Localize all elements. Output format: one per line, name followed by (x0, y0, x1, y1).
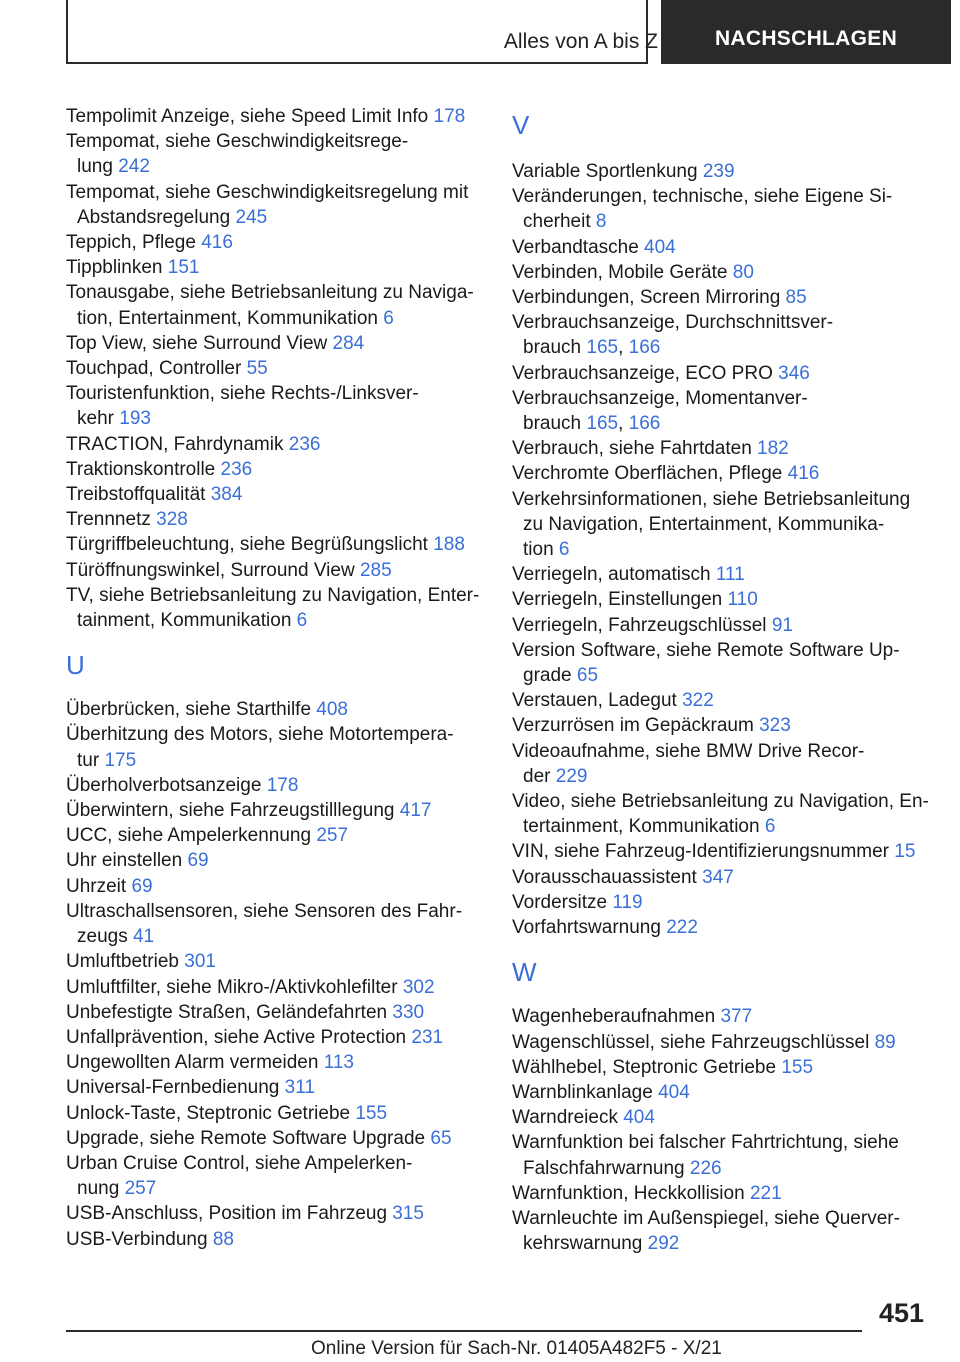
index-entry-text: Warnleuchte im Außenspiegel, siehe Querver- (512, 1207, 900, 1229)
index-entry (512, 638, 932, 688)
page-reference-link[interactable]: 404 (644, 236, 676, 258)
page-reference-link[interactable]: 322 (682, 690, 714, 712)
page-reference-link[interactable]: 178 (266, 774, 299, 796)
index-entry-text: Überhitzung des Motors, siehe Motortempera- (66, 724, 454, 746)
online-version-note: Online Version für Sach-Nr. 01405A482F5 - X/21 (311, 1338, 722, 1359)
page-reference-link[interactable]: 65 (576, 665, 599, 687)
page-reference-link[interactable]: 15 (894, 841, 916, 863)
index-entry (512, 1130, 932, 1180)
index-entry (512, 487, 932, 563)
page-reference-link[interactable]: 151 (167, 257, 200, 279)
page-reference-link[interactable]: 182 (757, 438, 789, 460)
page-reference-link[interactable]: 231 (411, 1026, 444, 1048)
index-entry-text: Türöffnungswinkel, Surround View (66, 559, 355, 581)
index-entry-text: Teppich, Pflege (66, 232, 196, 254)
index-entry (512, 184, 932, 234)
index-entry-text: Urban Cruise Control, siehe Ampelerken- (66, 1152, 413, 1174)
page-reference-link[interactable]: 416 (787, 463, 820, 485)
index-entry-text: Uhr einstellen (66, 850, 183, 872)
page-reference-link[interactable]: 69 (187, 850, 209, 872)
index-entry-text: TRACTION, Fahrdynamik (66, 433, 284, 455)
index-entry (512, 159, 932, 184)
page-reference-link[interactable]: 91 (771, 614, 793, 636)
page-reference-link[interactable]: 222 (666, 917, 698, 939)
page-reference-link[interactable]: 193 (119, 408, 151, 430)
index-entry-text: Tonausgabe, siehe Betriebsanleitung zu Naviga- (66, 282, 474, 304)
index-entry-text: brauch (523, 413, 582, 435)
page-reference-link[interactable]: 346 (778, 362, 810, 384)
index-entry-text: Tempomat, siehe Geschwindigkeitsrege- (66, 131, 409, 153)
index-column-left (66, 104, 486, 1252)
page-reference-link[interactable]: 302 (402, 976, 435, 998)
index-entry-text: Überwintern, siehe Fahrzeugstilllegung (66, 800, 395, 822)
index-entry-text: zu Navigation, Entertainment, Kommunika- (523, 513, 885, 535)
index-entry (66, 583, 486, 633)
page-reference-link[interactable]: 65 (430, 1127, 452, 1149)
page-reference-link[interactable]: 155 (781, 1056, 814, 1078)
index-entry-text: Falschfahrwarnung (523, 1157, 685, 1179)
index-entry (66, 1227, 486, 1252)
index-entry-text: brauch (523, 337, 582, 359)
index-entry (512, 260, 932, 285)
page-reference-link[interactable]: 175 (104, 749, 137, 771)
index-entry (66, 1151, 486, 1201)
page-reference-link[interactable]: 69 (131, 875, 153, 897)
index-entry (66, 432, 486, 457)
page-reference-link[interactable]: 6 (296, 610, 308, 632)
index-entry-text: grade (523, 665, 572, 687)
index-entry (66, 874, 486, 899)
index-entry-text: Videoaufnahme, siehe BMW Drive Recor- (512, 740, 865, 762)
page-reference-link[interactable]: 113 (323, 1052, 354, 1074)
index-entry-text: Verstauen, Ladegut (512, 690, 677, 712)
index-letter-heading: U (66, 650, 85, 681)
index-entry-text: Überbrücken, siehe Starthilfe (66, 699, 312, 721)
index-entry-text: nung (77, 1178, 120, 1200)
index-entry-text: Variable Sportlenkung (512, 161, 698, 182)
index-entry-text: Verbrauchsanzeige, Momentanver- (512, 387, 808, 409)
index-entry (512, 1181, 932, 1206)
page-reference-link[interactable]: 257 (124, 1178, 157, 1200)
page-reference-link[interactable]: 347 (702, 866, 734, 888)
index-entry (512, 1030, 932, 1055)
page-reference-link[interactable]: 384 (210, 484, 243, 506)
index-entry (66, 722, 486, 772)
index-entry-text: Verbandtasche (512, 236, 639, 258)
index-entry: Verbrauchsanzeige, Durchschnittsver- brauch 165, 166 (512, 312, 834, 359)
index-entry-text: Tippblinken (66, 257, 163, 279)
index-entry-text: Verchromte Oberflächen, Pflege (512, 463, 783, 485)
index-entry (66, 104, 486, 129)
page-reference-link[interactable]: 239 (702, 161, 735, 182)
index-entry-text: tertainment, Kommunikation (523, 816, 760, 838)
index-entry (512, 688, 932, 713)
index-entry (512, 587, 932, 612)
index-entry-text: lung (77, 156, 113, 178)
page-reference-link[interactable]: 111 (715, 564, 745, 586)
index-entry-text: Video, siehe Betriebsanleitung zu Navigation, En- (512, 791, 929, 813)
index-entry (512, 461, 932, 486)
page-reference-link[interactable]: 6 (383, 307, 394, 329)
index-entry (66, 949, 486, 974)
index-entry-text: Touristenfunktion, siehe Rechts-/Linksver- (66, 383, 419, 405)
index-entry-text: Verbrauch, siehe Fahrtdaten (512, 438, 752, 460)
page-reference-link[interactable]: 301 (184, 951, 216, 973)
index-entry (512, 1004, 932, 1029)
index-entry (66, 558, 486, 583)
index-entry (512, 285, 932, 310)
index-entry-text: Uhrzeit (66, 875, 127, 897)
index-entry-text: tion (523, 539, 554, 561)
header-rule-left (66, 0, 68, 64)
page-reference-link[interactable]: 328 (156, 509, 188, 531)
index-entry-text: kehr (77, 408, 114, 430)
index-entry-text: Warnfunktion bei falscher Fahrtrichtung, siehe (512, 1132, 899, 1154)
page-reference-link[interactable]: 178 (433, 106, 466, 127)
index-entry (512, 839, 932, 864)
page-reference-link[interactable]: 166 (628, 413, 661, 435)
page-reference-link[interactable]: 55 (246, 358, 268, 380)
index-entry-text: Upgrade, siehe Remote Software Upgrade (66, 1127, 426, 1149)
index-entry-text: Unbefestigte Straßen, Geländefahrten (66, 1001, 388, 1023)
index-entry (66, 280, 486, 330)
page-reference-link[interactable]: 257 (316, 825, 349, 847)
page-reference-link[interactable]: 284 (332, 332, 365, 354)
page-reference-link[interactable]: 88 (212, 1228, 234, 1250)
page-reference-link[interactable]: 229 (555, 765, 588, 787)
chapter-tab-label: NACHSCHLAGEN (714, 27, 898, 50)
index-entry-text: Warnblinkanlage (512, 1081, 653, 1103)
page-reference-link[interactable]: 404 (658, 1081, 690, 1103)
index-column-right (512, 104, 932, 1256)
page-reference-link[interactable]: 155 (355, 1102, 388, 1124)
index-entry (512, 361, 932, 386)
page-reference-link[interactable]: 311 (284, 1077, 315, 1099)
header-rule-bottom (66, 62, 648, 64)
page-reference-link[interactable]: 165 (586, 337, 619, 359)
index-entry-text: Verzurrösen im Gepäckraum (512, 715, 754, 737)
page-reference-link[interactable]: 245 (235, 206, 268, 228)
page-reference-link[interactable]: 80 (732, 261, 754, 283)
index-entry (512, 235, 932, 260)
index-letter-heading: W (512, 957, 537, 988)
index-entry (66, 697, 486, 722)
index-entry (66, 255, 486, 280)
page-reference-link[interactable]: 416 (201, 232, 233, 254)
chapter-tab (661, 0, 951, 64)
index-entry-text: Tempomat, siehe Geschwindigkeitsregelung mit (66, 181, 469, 203)
index-entry-text: Unfallprävention, siehe Active Protection (66, 1026, 407, 1048)
page-number: 451 (878, 1298, 924, 1328)
index-entry-text: Ungewollten Alarm vermeiden (66, 1052, 319, 1074)
index-entry (512, 915, 932, 940)
page-reference-link[interactable]: 41 (132, 926, 155, 948)
index-entry (66, 975, 486, 1000)
index-entry-text: VIN, siehe Fahrzeug-Identifizierungsnummer (512, 841, 890, 863)
page-reference-link[interactable]: 315 (392, 1203, 424, 1225)
index-entry (66, 356, 486, 381)
index-entry-text: Universal-Fernbedienung (66, 1077, 280, 1099)
page-reference-link[interactable]: 188 (433, 534, 465, 556)
page-reference-link[interactable]: 323 (759, 715, 791, 737)
index-entry-text: Verbindungen, Screen Mirroring (512, 287, 781, 309)
index-entry-text: Top View, siehe Surround View (66, 332, 328, 354)
index-entry-text: Vorfahrtswarnung (512, 917, 661, 939)
index-entry (66, 331, 486, 356)
index-entry (512, 613, 932, 638)
index-entry-text: Verbrauchsanzeige, ECO PRO (512, 362, 773, 384)
index-entry (512, 1080, 932, 1105)
index-entry-text: der (523, 765, 551, 787)
page-reference-link[interactable]: 85 (785, 287, 807, 309)
index-entry-text: Abstandsregelung (77, 206, 231, 228)
index-entry (66, 230, 486, 255)
index-entry-text: zeugs (77, 926, 128, 948)
index-entry (66, 1201, 486, 1226)
page-reference-link[interactable]: 236 (288, 433, 321, 455)
index-entry (512, 1105, 932, 1130)
index-entry-text: Trennnetz (66, 509, 151, 531)
index-entry-text: Traktionskontrolle (66, 458, 216, 480)
page-reference-link[interactable]: 89 (874, 1031, 896, 1053)
index-entry-text: Treibstoffqualität (66, 484, 206, 506)
index-entry (512, 739, 932, 789)
page-reference-link[interactable]: 165 (586, 413, 619, 435)
index-entry-text: tur (77, 749, 100, 771)
index-entry (66, 848, 486, 873)
page-reference-link[interactable]: 242 (118, 156, 150, 178)
section-title: Alles von A bis Z (503, 30, 658, 53)
index-letter-heading: V (512, 110, 530, 140)
index-entry (512, 562, 932, 587)
page-reference-link[interactable]: 417 (399, 800, 432, 822)
index-entry (512, 1206, 932, 1256)
index-entry-text: Wagenheberaufnahmen (512, 1006, 716, 1028)
index-entry (66, 381, 486, 431)
index-entry (66, 1075, 486, 1100)
index-entry-text: Version Software, siehe Remote Software Up- (512, 639, 900, 661)
index-entry-text: USB-Verbindung (66, 1228, 208, 1250)
index-entry-text: Ultraschallsensoren, siehe Sensoren des Fahr- (66, 900, 463, 922)
index-entry-text: Warndreieck (512, 1107, 618, 1129)
index-entry-text: Umluftbetrieb (66, 951, 179, 973)
index-entry (66, 507, 486, 532)
index-entry (512, 713, 932, 738)
index-entry-text: Verbrauchsanzeige, Durchschnittsver- (512, 312, 834, 334)
index-entry (66, 899, 486, 949)
index-entry-text: Unlock-Taste, Steptronic Getriebe (66, 1102, 351, 1124)
page-reference-link[interactable]: 285 (359, 559, 392, 581)
index-entry-text: Verriegeln, Fahrzeugschlüssel (512, 614, 767, 636)
page-reference-link[interactable]: 6 (558, 539, 570, 561)
page-reference-link[interactable]: 6 (764, 816, 776, 838)
index-entry-text: Verriegeln, Einstellungen (512, 589, 723, 611)
index-entry-text: Umluftfilter, siehe Mikro-/Aktivkohlefilter (66, 976, 398, 998)
page-reference-link[interactable]: 8 (595, 211, 607, 233)
page-reference-link[interactable]: 221 (749, 1182, 782, 1204)
index-entry-text: Touchpad, Controller (66, 358, 242, 380)
index-entry (66, 532, 486, 557)
index-entry-text: Tempolimit Anzeige, siehe Speed Limit Info (66, 106, 429, 127)
page-reference-link[interactable]: 226 (689, 1157, 722, 1179)
index-entry-text: Warnfunktion, Heckkollision (512, 1182, 745, 1204)
page-reference-link[interactable]: 110 (727, 589, 758, 611)
index-entry (512, 890, 932, 915)
index-entry (66, 773, 486, 798)
page-reference-link[interactable]: 330 (392, 1001, 425, 1023)
index-entry (66, 1000, 486, 1025)
index-entry (66, 798, 486, 823)
index-entry (66, 482, 486, 507)
index-entry-text: USB-Anschluss, Position im Fahrzeug (66, 1203, 388, 1225)
page-reference-link[interactable]: 292 (647, 1233, 680, 1255)
page-reference-link[interactable]: 119 (612, 891, 643, 913)
page-reference-link[interactable]: 408 (316, 699, 348, 721)
index-entry (512, 1055, 932, 1080)
index-entry-text: tainment, Kommunikation (77, 610, 292, 632)
page-reference-link[interactable]: 377 (720, 1006, 753, 1028)
index-entry-text: Wagenschlüssel, siehe Fahrzeugschlüssel (512, 1031, 870, 1053)
index-entry-text: Veränderungen, technische, siehe Eigene Si- (512, 186, 893, 208)
index-entry (66, 129, 486, 179)
page-reference-link[interactable]: 404 (623, 1107, 655, 1129)
index-entry-text: Verriegeln, automatisch (512, 564, 711, 586)
index-entry-text: Verkehrsinformationen, siehe Betriebsanleitung (512, 488, 911, 510)
footer-rule (66, 1330, 862, 1332)
index-entry (66, 823, 486, 848)
index-entry (66, 1126, 486, 1151)
index-entry-text: UCC, siehe Ampelerkennung (66, 825, 312, 847)
index-entry-text: Türgriffbeleuchtung, siehe Begrüßungslicht (66, 534, 428, 556)
index-entry-text: kehrswarnung (523, 1233, 643, 1255)
index-entry (66, 1025, 486, 1050)
index-entry (512, 789, 932, 839)
index-entry-text: Überholverbotsanzeige (66, 774, 262, 796)
index-entry-text: cherheit (523, 211, 591, 233)
index-entry: Verbrauchsanzeige, Momentanver- brauch 165, 166 (512, 387, 808, 435)
index-entry (512, 436, 932, 461)
index-entry-text: Wählhebel, Steptronic Getriebe (512, 1056, 777, 1078)
page-reference-link[interactable]: 166 (628, 337, 661, 359)
index-entry-text: Vordersitze (512, 891, 608, 913)
index-entry (66, 1101, 486, 1126)
index-entry-text: tion, Entertainment, Kommunikation (77, 307, 378, 329)
index-entry (66, 1050, 486, 1075)
index-entry-text: Vorausschauassistent (512, 866, 697, 888)
index-entry-text: Verbinden, Mobile Geräte (512, 261, 728, 283)
index-entry (66, 180, 486, 230)
index-entry (66, 457, 486, 482)
page-reference-link[interactable]: 236 (220, 458, 253, 480)
index-entry-text: TV, siehe Betriebsanleitung zu Navigation, Enter- (66, 584, 480, 606)
index-entry (512, 865, 932, 890)
